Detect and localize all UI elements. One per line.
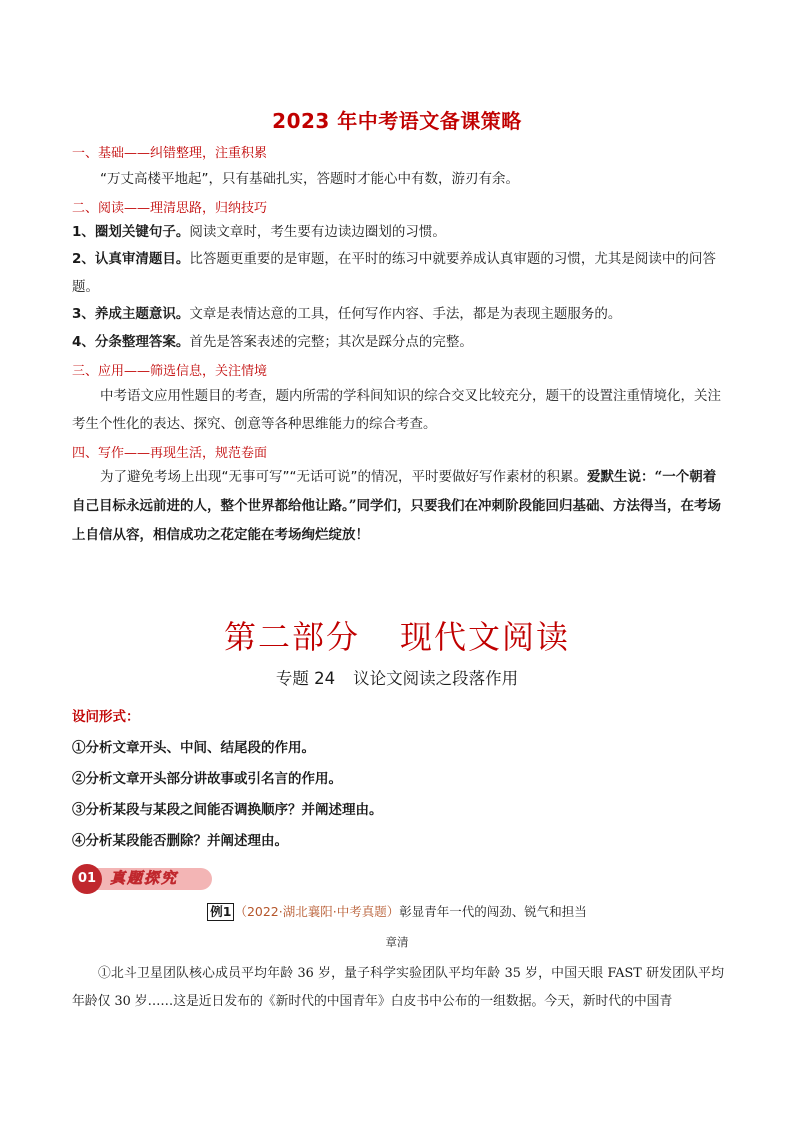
question-form-item: ④分析某段能否删除？并阐述理由。 bbox=[72, 833, 288, 849]
topic-label: 专题 24 bbox=[275, 669, 336, 688]
article-author: 章清 bbox=[385, 935, 409, 949]
topic-title bbox=[0, 665, 794, 689]
section-body-application: 中考语文应用性题目的考查，题内所需的学科间知识的综合交叉比较充分，题干的设置注重情境化，关注考生个性化的表达、探究、创意等各种思维能力的综合考查。 bbox=[72, 388, 721, 432]
section-heading-writing: 四、写作——再现生活，规范卷面 bbox=[72, 446, 268, 461]
reading-item-text: 阅读文章时，考生要有边读边圈划的习惯。 bbox=[189, 224, 446, 240]
reading-item-text: 比答题更重要的是审题，在平时的练习中就要养成认真审题的习惯，尤其是阅读中的问答题。 bbox=[72, 251, 716, 295]
topic-name: 议论文阅读之段落作用 bbox=[353, 669, 519, 688]
banner-number: 01 bbox=[72, 864, 102, 894]
part-label: 第二部分 bbox=[223, 618, 360, 656]
section-body-basics: “万丈高楼平地起”，只有基础扎实，答题时才能心中有数，游刃有余。 bbox=[100, 171, 519, 187]
example-title: 彰显青年一代的闯劲、锐气和担当 bbox=[399, 904, 587, 919]
part-name: 现代文阅读 bbox=[400, 618, 571, 656]
example-tag: 例1 bbox=[207, 903, 234, 921]
reading-item-1 bbox=[72, 218, 724, 246]
reading-item-lead: 2、认真审清题目。 bbox=[72, 251, 190, 267]
reading-item-lead: 1、圈划关键句子。 bbox=[72, 224, 190, 240]
document-title: 2023 年中考语文备课策略 bbox=[272, 109, 522, 133]
reading-item-text: 文章是表情达意的工具，任何写作内容、手法，都是为表现主题服务的。 bbox=[189, 306, 622, 322]
reading-item-3 bbox=[72, 300, 724, 328]
section-heading-application: 三、应用——筛选信息，关注情境 bbox=[72, 364, 268, 379]
example-source: （2022·湖北襄阳·中考真题） bbox=[234, 904, 400, 919]
section-heading-reading: 二、阅读——理清思路，归纳技巧 bbox=[72, 201, 268, 216]
section-body-writing bbox=[72, 463, 724, 550]
section-banner bbox=[72, 864, 212, 894]
part-title bbox=[0, 612, 794, 658]
reading-item-lead: 4、分条整理答案。 bbox=[72, 334, 190, 350]
example-heading bbox=[0, 902, 794, 921]
reading-item-4 bbox=[72, 328, 724, 356]
writing-body-plain: 为了避免考场上出现“无事可写”“无话可说”的情况，平时要做好写作素材的积累。 bbox=[100, 469, 587, 485]
reading-item-text: 首先是答案表述的完整；其次是踩分点的完整。 bbox=[189, 334, 473, 350]
reading-item-lead: 3、养成主题意识。 bbox=[72, 306, 190, 322]
question-form-item: ③分析某段与某段之间能否调换顺序？并阐述理由。 bbox=[72, 802, 383, 818]
banner-label: 真题探究 bbox=[110, 869, 179, 887]
article-paragraph: ①北斗卫星团队核心成员平均年龄 36 岁，量子科学实验团队平均年龄 35 岁，中国天眼 FAST 研发团队平均年龄仅 30 岁……这是近日发布的《新时代的中国青年》白皮书中公布的一组数据。今天，新时代的中国青 bbox=[72, 966, 724, 1009]
reading-item-2 bbox=[72, 245, 724, 301]
section-heading-basics: 一、基础——纠错整理，注重积累 bbox=[72, 146, 268, 161]
question-form-heading: 设问形式： bbox=[72, 709, 140, 725]
question-form-item: ②分析文章开头部分讲故事或引名言的作用。 bbox=[72, 771, 342, 787]
question-form-item: ①分析文章开头、中间、结尾段的作用。 bbox=[72, 740, 315, 756]
writing-body-quote: 爱默生说：“一个朝着自己目标永远前进的人，整个世界都给他让路。”同学们，只要我们在冲刺阶段能回归基础、方法得当，在考场上自信从容，相信成功之花定能在考场绚烂绽放！ bbox=[72, 469, 722, 543]
